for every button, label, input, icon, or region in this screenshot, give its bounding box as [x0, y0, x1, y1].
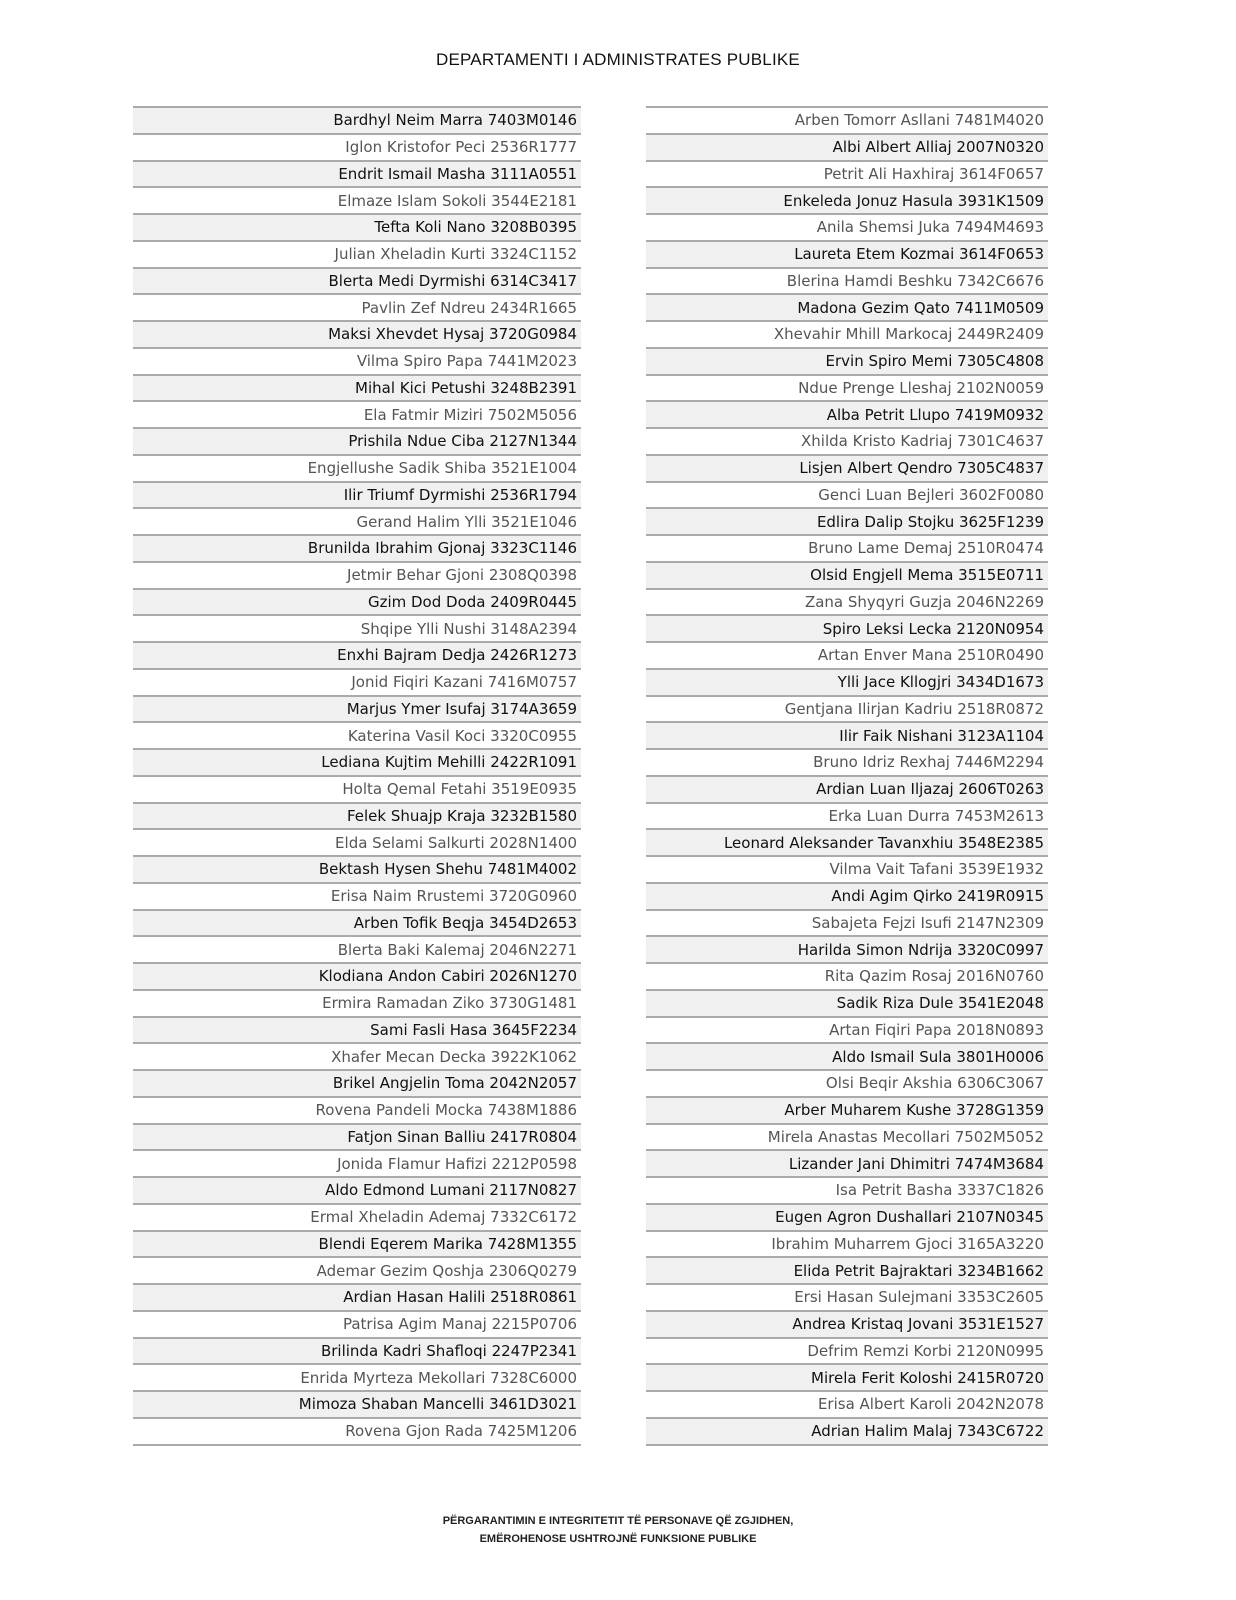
- list-item: Leonard Aleksander Tavanxhiu 3548E2385: [646, 828, 1048, 855]
- list-item: Zana Shyqyri Guzja 2046N2269: [646, 588, 1048, 615]
- list-item: Shqipe Ylli Nushi 3148A2394: [133, 614, 581, 641]
- list-item: Mirela Ferit Koloshi 2415R0720: [646, 1363, 1048, 1390]
- list-item: Julian Xheladin Kurti 3324C1152: [133, 240, 581, 267]
- list-item: Brilinda Kadri Shafloqi 2247P2341: [133, 1337, 581, 1364]
- list-item: Ylli Jace Kllogjri 3434D1673: [646, 668, 1048, 695]
- list-item: Mihal Kici Petushi 3248B2391: [133, 374, 581, 401]
- list-item: Erka Luan Durra 7453M2613: [646, 802, 1048, 829]
- list-item: Pavlin Zef Ndreu 2434R1665: [133, 293, 581, 320]
- list-item: Ela Fatmir Miziri 7502M5056: [133, 400, 581, 427]
- list-item: Andi Agim Qirko 2419R0915: [646, 882, 1048, 909]
- list-item: Sadik Riza Dule 3541E2048: [646, 989, 1048, 1016]
- list-item: Laureta Etem Kozmai 3614F0653: [646, 240, 1048, 267]
- list-item: Alba Petrit Llupo 7419M0932: [646, 400, 1048, 427]
- list-item: Albi Albert Alliaj 2007N0320: [646, 133, 1048, 160]
- list-item: Ademar Gezim Qoshja 2306Q0279: [133, 1256, 581, 1283]
- list-item: Bektash Hysen Shehu 7481M4002: [133, 855, 581, 882]
- list-item: Edlira Dalip Stojku 3625F1239: [646, 507, 1048, 534]
- list-item: Tefta Koli Nano 3208B0395: [133, 213, 581, 240]
- list-item: Ardian Luan Iljazaj 2606T0263: [646, 775, 1048, 802]
- list-item: Blendi Eqerem Marika 7428M1355: [133, 1230, 581, 1257]
- list-item: Engjellushe Sadik Shiba 3521E1004: [133, 454, 581, 481]
- list-item: Gzim Dod Doda 2409R0445: [133, 588, 581, 615]
- list-item: Bruno Lame Demaj 2510R0474: [646, 534, 1048, 561]
- list-item: Elmaze Islam Sokoli 3544E2181: [133, 186, 581, 213]
- list-item: Rovena Pandeli Mocka 7438M1886: [133, 1096, 581, 1123]
- list-item: Katerina Vasil Koci 3320C0955: [133, 721, 581, 748]
- list-item: Rita Qazim Rosaj 2016N0760: [646, 962, 1048, 989]
- list-item: Blerta Baki Kalemaj 2046N2271: [133, 935, 581, 962]
- list-item: Erisa Naim Rrustemi 3720G0960: [133, 882, 581, 909]
- list-item: Anila Shemsi Juka 7494M4693: [646, 213, 1048, 240]
- list-item: Enkeleda Jonuz Hasula 3931K1509: [646, 186, 1048, 213]
- list-item: Ervin Spiro Memi 7305C4808: [646, 347, 1048, 374]
- list-item: Fatjon Sinan Balliu 2417R0804: [133, 1123, 581, 1150]
- list-item: Defrim Remzi Korbi 2120N0995: [646, 1337, 1048, 1364]
- list-item: Lisjen Albert Qendro 7305C4837: [646, 454, 1048, 481]
- list-item: Andrea Kristaq Jovani 3531E1527: [646, 1310, 1048, 1337]
- page-footer: [0, 1512, 1236, 1548]
- list-item: Sami Fasli Hasa 3645F2234: [133, 1016, 581, 1043]
- list-item: Vilma Spiro Papa 7441M2023: [133, 347, 581, 374]
- list-item: Arben Tomorr Asllani 7481M4020: [646, 106, 1048, 133]
- left-name-column: [133, 106, 581, 1446]
- list-item: Felek Shuajp Kraja 3232B1580: [133, 802, 581, 829]
- list-item: Mimoza Shaban Mancelli 3461D3021: [133, 1390, 581, 1417]
- list-item: Lediana Kujtim Mehilli 2422R1091: [133, 748, 581, 775]
- list-item: Ermal Xheladin Ademaj 7332C6172: [133, 1203, 581, 1230]
- list-item: Klodiana Andon Cabiri 2026N1270: [133, 962, 581, 989]
- list-item: Xhafer Mecan Decka 3922K1062: [133, 1042, 581, 1069]
- column-end-rule: [646, 1444, 1048, 1446]
- list-item: Eugen Agron Dushallari 2107N0345: [646, 1203, 1048, 1230]
- list-item: Aldo Ismail Sula 3801H0006: [646, 1042, 1048, 1069]
- list-item: Isa Petrit Basha 3337C1826: [646, 1176, 1048, 1203]
- list-item: Jonid Fiqiri Kazani 7416M0757: [133, 668, 581, 695]
- list-item: Brunilda Ibrahim Gjonaj 3323C1146: [133, 534, 581, 561]
- list-item: Ndue Prenge Lleshaj 2102N0059: [646, 374, 1048, 401]
- list-item: Xhevahir Mhill Markocaj 2449R2409: [646, 320, 1048, 347]
- list-item: Ilir Faik Nishani 3123A1104: [646, 721, 1048, 748]
- list-item: Enrida Myrteza Mekollari 7328C6000: [133, 1363, 581, 1390]
- list-item: Bardhyl Neim Marra 7403M0146: [133, 106, 581, 133]
- footer-line-1: PËRGARANTIMIN E INTEGRITETIT TË PERSONAVE QË ZGJIDHEN,: [442, 1515, 794, 1527]
- list-item: Brikel Angjelin Toma 2042N2057: [133, 1069, 581, 1096]
- list-item: Spiro Leksi Lecka 2120N0954: [646, 614, 1048, 641]
- list-item: Jetmir Behar Gjoni 2308Q0398: [133, 561, 581, 588]
- list-item: Ersi Hasan Sulejmani 3353C2605: [646, 1283, 1048, 1310]
- list-item: Prishila Ndue Ciba 2127N1344: [133, 427, 581, 454]
- list-item: Aldo Edmond Lumani 2117N0827: [133, 1176, 581, 1203]
- list-item: Arber Muharem Kushe 3728G1359: [646, 1096, 1048, 1123]
- column-end-rule: [133, 1444, 581, 1446]
- list-item: Ilir Triumf Dyrmishi 2536R1794: [133, 481, 581, 508]
- list-item: Rovena Gjon Rada 7425M1206: [133, 1417, 581, 1444]
- list-item: Enxhi Bajram Dedja 2426R1273: [133, 641, 581, 668]
- list-item: Ibrahim Muharrem Gjoci 3165A3220: [646, 1230, 1048, 1257]
- list-item: Elida Petrit Bajraktari 3234B1662: [646, 1256, 1048, 1283]
- list-item: Blerina Hamdi Beshku 7342C6676: [646, 267, 1048, 294]
- list-item: Mirela Anastas Mecollari 7502M5052: [646, 1123, 1048, 1150]
- list-item: Gerand Halim Ylli 3521E1046: [133, 507, 581, 534]
- list-item: Endrit Ismail Masha 3111A0551: [133, 160, 581, 187]
- list-item: Adrian Halim Malaj 7343C6722: [646, 1417, 1048, 1444]
- list-item: Blerta Medi Dyrmishi 6314C3417: [133, 267, 581, 294]
- list-item: Artan Fiqiri Papa 2018N0893: [646, 1016, 1048, 1043]
- list-item: Elda Selami Salkurti 2028N1400: [133, 828, 581, 855]
- list-item: Petrit Ali Haxhiraj 3614F0657: [646, 160, 1048, 187]
- list-item: Artan Enver Mana 2510R0490: [646, 641, 1048, 668]
- list-item: Erisa Albert Karoli 2042N2078: [646, 1390, 1048, 1417]
- list-item: Bruno Idriz Rexhaj 7446M2294: [646, 748, 1048, 775]
- list-item: Ardian Hasan Halili 2518R0861: [133, 1283, 581, 1310]
- list-item: Sabajeta Fejzi Isufi 2147N2309: [646, 909, 1048, 936]
- list-item: Vilma Vait Tafani 3539E1932: [646, 855, 1048, 882]
- list-item: Marjus Ymer Isufaj 3174A3659: [133, 695, 581, 722]
- list-item: Madona Gezim Qato 7411M0509: [646, 293, 1048, 320]
- list-item: Genci Luan Bejleri 3602F0080: [646, 481, 1048, 508]
- right-name-column: [646, 106, 1048, 1446]
- list-item: Lizander Jani Dhimitri 7474M3684: [646, 1149, 1048, 1176]
- page-title: DEPARTAMENTI I ADMINISTRATES PUBLIKE: [436, 50, 800, 69]
- list-item: Gentjana Ilirjan Kadriu 2518R0872: [646, 695, 1048, 722]
- footer-line-2: EMËROHENOSE USHTROJNË FUNKSIONE PUBLIKE: [479, 1533, 757, 1545]
- list-item: Jonida Flamur Hafizi 2212P0598: [133, 1149, 581, 1176]
- list-item: Patrisa Agim Manaj 2215P0706: [133, 1310, 581, 1337]
- list-item: Olsi Beqir Akshia 6306C3067: [646, 1069, 1048, 1096]
- list-item: Xhilda Kristo Kadriaj 7301C4637: [646, 427, 1048, 454]
- list-item: Olsid Engjell Mema 3515E0711: [646, 561, 1048, 588]
- list-item: Arben Tofik Beqja 3454D2653: [133, 909, 581, 936]
- list-item: Iglon Kristofor Peci 2536R1777: [133, 133, 581, 160]
- list-item: Holta Qemal Fetahi 3519E0935: [133, 775, 581, 802]
- list-item: Ermira Ramadan Ziko 3730G1481: [133, 989, 581, 1016]
- list-item: Harilda Simon Ndrija 3320C0997: [646, 935, 1048, 962]
- list-item: Maksi Xhevdet Hysaj 3720G0984: [133, 320, 581, 347]
